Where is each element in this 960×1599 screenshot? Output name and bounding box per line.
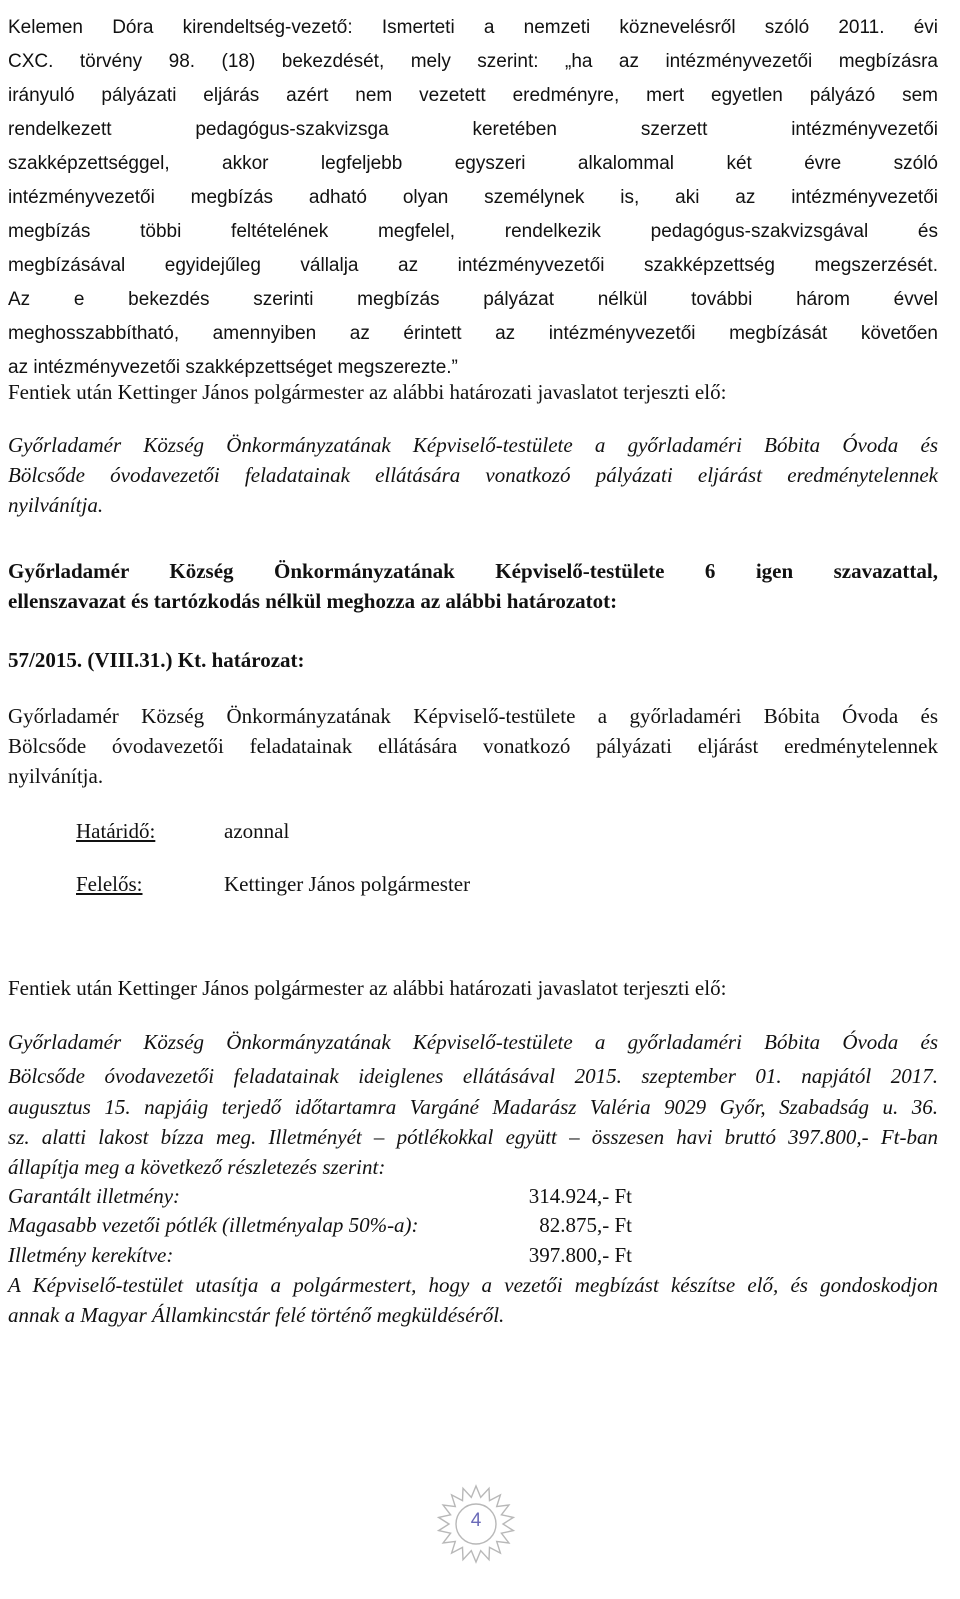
deadline-label: Határidő:: [76, 819, 156, 843]
salary-label: Illetmény kerekítve:: [8, 1243, 174, 1267]
proposal-intro: Fentiek után Kettinger János polgármester az alábbi határozati javaslatot terjeszti elő:: [8, 380, 727, 404]
proposal-intro: Fentiek után Kettinger János polgármester az alábbi határozati javaslatot terjeszti elő:: [8, 976, 727, 1000]
document-page: Kelemen Dóra kirendeltség-vezető: Ismerteti a nemzeti köznevelésről szóló 2011. évi CXC. törvény 98. (18) bekezdését, mely szerint: „ha az intézményvezetői megbízásra irányuló pályázati eljárás azért nem vezetett eredményre, mert egyetlen pályázó sem rendelkezett pedagógus-szakvizsga keretében szerzett intézményvezetői szakképzettséggel, akkor legfeljebb egyszeri alkalommal két évre szóló intézményvezetői megbízás adható olyan személynek is, aki az intézményvezetői megbízás többi feltételének megfelel, rendelkezik pedagógus-szakvizsgával és megbízásával egyidejűleg vállalja az intézményvezetői szakképzettség megszerzését. Az e bekezdés szerinti megbízás pályázat nélkül további három évvel meghosszabbítható, amennyiben az érintett az intézményvezetői megbízását követően az intézményvezetői szakképzettséget megszerezte.” Fentiek után Kettinger János polgármester az alábbi határozati javaslatot terjeszti elő: Győrladamér Község Önkormányzatának Képviselő-testülete a győrladaméri Bóbita Óvoda és Bölcsőde óvodavezetői feladatainak ellátására vonatkozó pályázati eljárást eredménytelennek nyilvánítja. Győrladamér Község Önkormányzatának Képviselő-testülete 6 igen szavazattal, ellenszavazat és tartózkodás nélkül meghozza az alábbi határozatot: 57/2015. (VIII.31.) Kt. határozat: Győrladamér Község Önkormányzatának Képviselő-testülete a győrladaméri Bóbita Óvoda és Bölcsőde óvodavezetői feladatainak ellátására vonatkozó pályázati eljárást eredménytelennek nyilvánítja. Határidő: azonnal Felelős: Kettinger János polgármester Fentiek után Kettinger János polgármester az alábbi határozati javaslatot terjeszti elő: Győrladamér Község Önkormányzatának Képviselő-testülete a győrladaméri Bóbita Óvoda és Bölcsőde óvodavezetői feladatainak ideiglenes ellátásával 2015. szeptember 01. napjától 2017. augusztus 15. napjáig terjedő időtartamra Vargáné Madarász Valéria 9029 Győr, Szabadság u. 36. sz. alatti lakost bízza meg. Illetményét – pótlékokkal együtt – összesen havi bruttó 397.800,- Ft-ban állapítja meg a következő részletezés szerint: Garantált illetmény: 314.924,- Ft Magasabb vezetői pótlék (illetményalap 50%-a): 82.875,- Ft Illetmény kerekítve: 397.800,- Ft A Képviselő-testület utasítja a polgármestert, hogy a vezetői megbízást készítse elő, és gondoskodjon annak a Magyar Államkincstár felé történő megküldéséről. 4: [0, 0, 960, 1599]
responsible-label: Felelős:: [76, 872, 143, 896]
salary-value: 397.800,- Ft: [528, 1243, 632, 1267]
deadline-value: azonnal: [224, 819, 290, 843]
salary-label: Magasabb vezetői pótlék (illetményalap 50%-a):: [8, 1213, 419, 1237]
salary-value: 314.924,- Ft: [528, 1184, 632, 1208]
salary-label: Garantált illetmény:: [8, 1184, 181, 1208]
resolution-number: 57/2015. (VIII.31.) Kt. határozat:: [8, 648, 305, 672]
salary-value: 82.875,- Ft: [539, 1213, 632, 1237]
page-number: 4: [470, 1510, 482, 1531]
responsible-value: Kettinger János polgármester: [224, 872, 471, 896]
